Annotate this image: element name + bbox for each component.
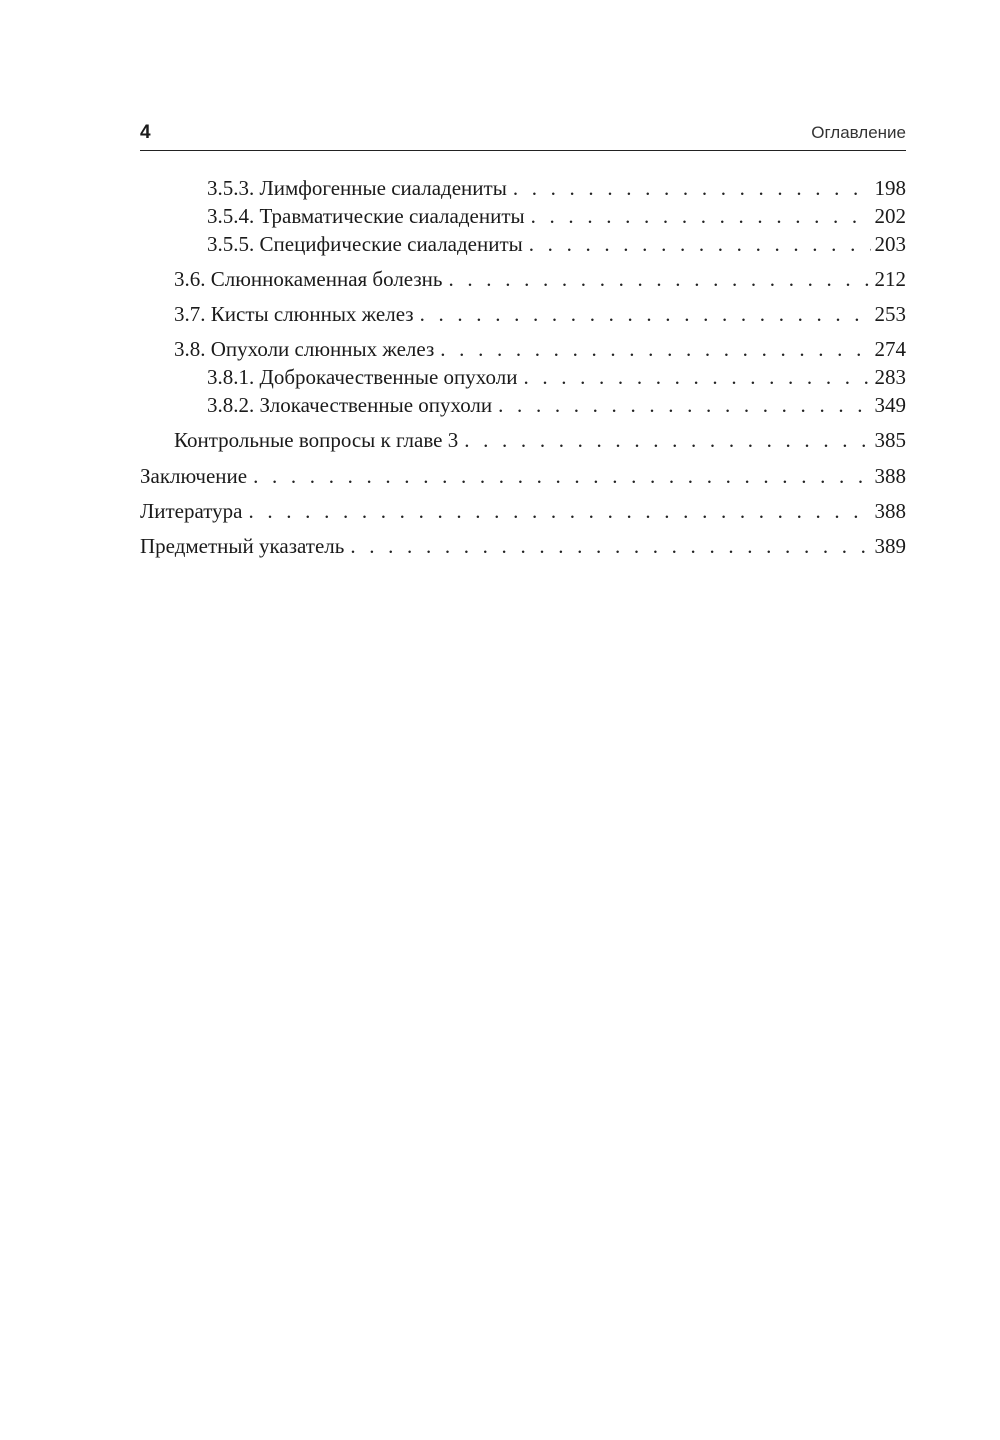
toc-entry[interactable] [140,497,906,525]
toc-entry-title: 3.7. Кисты слюнных желез [174,302,414,326]
leader-dots [529,230,871,258]
toc-entry[interactable] [207,230,906,258]
toc-entry-title: 3.6. Слюннокаменная болезнь [174,267,443,291]
leader-dots [253,462,870,490]
toc-entry-page: 202 [874,204,906,228]
toc-entry-page: 388 [874,499,906,523]
running-title: Оглавление [811,123,906,142]
toc-entry-page: 283 [874,365,906,389]
toc-entry-page: 253 [874,302,906,326]
toc-entry-page: 274 [874,337,906,361]
running-header [140,120,906,151]
toc-entry[interactable] [140,462,906,490]
toc-entry-title: 3.8.1. Доброкачественные опухоли [207,365,518,389]
leader-dots [350,532,870,560]
toc-entry[interactable] [174,265,906,293]
toc-entry-page: 388 [874,464,906,488]
toc-entry[interactable] [207,363,906,391]
toc-entry-title: 3.5.4. Травматические сиаладениты [207,204,525,228]
toc-entry-title: Заключение [140,464,248,488]
toc-entry-page: 385 [874,428,906,452]
toc-entry-title: 3.8. Опухоли слюнных желез [174,337,435,361]
toc-entry[interactable] [174,335,906,363]
toc-entry-page: 349 [874,393,906,417]
toc-entry[interactable] [207,391,906,419]
leader-dots [498,391,870,419]
toc-entry[interactable] [140,532,906,560]
leader-dots [464,426,870,454]
page-number: 4 [140,122,151,143]
leader-dots [531,202,871,230]
leader-dots [248,497,870,525]
leader-dots [449,265,871,293]
leader-dots [523,363,870,391]
toc-entry-title: Контрольные вопросы к главе 3 [174,428,459,452]
leader-dots [513,174,871,202]
toc-entry-title: 3.5.5. Специфические сиаладениты [207,232,523,256]
leader-dots [420,300,871,328]
toc-entry[interactable] [207,202,906,230]
toc-entry[interactable] [174,300,906,328]
toc-entry[interactable] [207,174,906,202]
toc-entry[interactable] [174,426,906,454]
toc-entry-title: Литература [140,499,243,523]
toc-entry-page: 212 [874,267,906,291]
toc-entry-title: 3.8.2. Злокачественные опухоли [207,393,493,417]
toc-entry-page: 389 [874,534,906,558]
toc-entry-page: 203 [874,232,906,256]
toc-entry-title: Предметный указатель [140,534,345,558]
toc-entry-page: 198 [874,176,906,200]
toc-entry-title: 3.5.3. Лимфогенные сиаладениты [207,176,507,200]
leader-dots [440,335,870,363]
